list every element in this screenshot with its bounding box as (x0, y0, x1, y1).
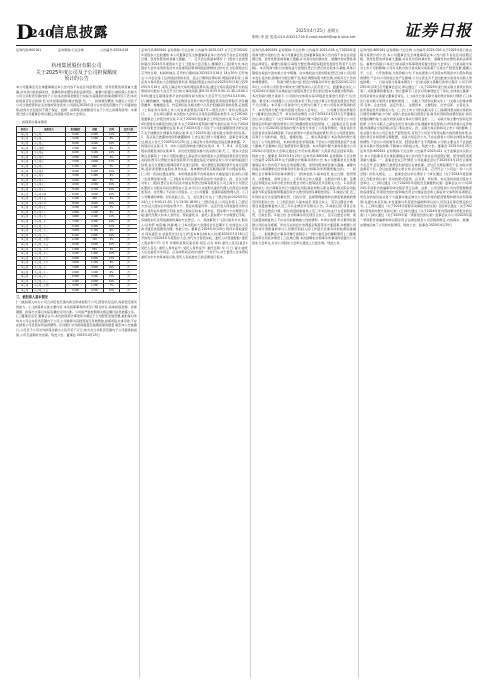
table-cell: 600 (86, 164, 104, 169)
page-number: 240 (30, 27, 53, 40)
table-cell: 900 (86, 146, 104, 151)
table-cell: 子公司三 (33, 141, 66, 146)
table-cell: 本公司 (17, 270, 33, 275)
table-cell: 否 (120, 261, 138, 266)
table-cell: 16% (104, 219, 120, 224)
table-cell: 本公司 (17, 169, 33, 174)
table-cell: 本公司 (17, 229, 33, 234)
table-cell: 2,700 (86, 187, 104, 192)
announcement-body: (一)被担保人均为公司合并报表范围内的全资或控股子公司,经营状况良好,具备偿还债务的能力。(二)担保协议的主要内容 本次担保事项尚未签订相关协议,具体担保金额、担保期限、担保方式等以实际签署的合同为准。公司将严格按照相关规定履行信息披露义务。(三)董事会意见 董事会认为,本次担保预计事项是为满足子公司经营发展需要,被担保对象均为公司合并报表范围内子公司,公司能够对其经营进行有效管控,担保风险总体可控,不存在损害公司及股东利益的情形。(四)累计对外担保数量及逾期担保的数量 截至本公告披露日,公司及子公司对外担保总额为人民币若干万元,均为对合并报表范围内子公司提供的担保,公司无逾期对外担保。特此公告。董事会 2025年4月25日 (16, 300, 137, 337)
table-cell: 10% (104, 183, 120, 188)
table-cell: 本公司 (17, 201, 33, 206)
table-cell: 否 (120, 201, 138, 206)
table-cell: 6,800 (66, 275, 86, 280)
table-cell: 子公司二十 (33, 219, 66, 224)
table-cell: 800 (86, 178, 104, 183)
table-cell: 1,000 (66, 196, 86, 201)
table-cell: 1,800 (86, 155, 104, 160)
announcement-heading (16, 63, 137, 82)
table-cell: 否 (120, 151, 138, 156)
table-cell: 17% (104, 160, 120, 165)
table-cell: 否 (120, 160, 138, 165)
table-cell: 本公司 (17, 160, 33, 165)
table-cell: 10% (104, 279, 120, 284)
table-cell: 否 (120, 137, 138, 142)
table-cell: 7,500 (66, 160, 86, 165)
table-header-cell: 担保额度 (66, 126, 86, 132)
newspaper-logo: 证券日报 (403, 21, 472, 40)
column-divider (250, 48, 251, 678)
table-cell: 3,100 (86, 151, 104, 156)
table-cell: 本公司 (17, 275, 33, 280)
table-cell: 1,800 (66, 247, 86, 252)
table-cell: 否 (120, 132, 138, 137)
column-4 (360, 48, 472, 678)
table-cell: 2,500 (86, 288, 104, 293)
table-cell: 4,800 (66, 215, 86, 220)
table-cell: 否 (120, 174, 138, 179)
table-cell: 13% (104, 256, 120, 261)
table-cell: 2,200 (66, 238, 86, 243)
table-cell: 12% (104, 132, 120, 137)
table-cell: 本公司 (17, 265, 33, 270)
table-cell: 2,300 (86, 183, 104, 188)
table-cell: 2,000 (86, 132, 104, 137)
table-cell: 子公司十八 (33, 210, 66, 215)
table-cell: 8,000 (66, 141, 86, 146)
table-cell: 子公司十七 (33, 206, 66, 211)
table-cell: 2,600 (66, 270, 86, 275)
table-cell: 本公司 (17, 224, 33, 229)
table-cell: 子公司十二 (33, 183, 66, 188)
table-cell: 本公司 (17, 247, 33, 252)
table-cell: 12% (104, 224, 120, 229)
table-cell: 5% (104, 178, 120, 183)
column-2-text: 证券代码:600161 证券简称:天坛生物 公告编号:2025-017 关于召开2024年年度股东大会的通知 本公司董事会及全体董事保证本公告内容不存在任何虚假记载、误导性陈述或者重大遗漏。一、召开会议的基本情况 (一)股东大会类型和届次:2024年年度股东大会 (二)股东大会召集人:董事会 (三)投票方式:本次股东大会所采用的表决方式是现场投票和网络投票相结合的方式 (四)现场会议召开的日期、时间和地点 召开的日期时间:2025年5月16日 14点30分 召开地点:公司会议室 (五)网络投票的系统、起止日期和投票时间 网络投票系统:上海证券交易所股东大会网络投票系统 网络投票起止时间:自2025年5月16日至2025年5月16日 采用上海证券交易所网络投票系统,通过交易系统投票平台的投票时间为股东大会召开当日的交易时间段,即9:15-9:25,9:30-11:30,13:00-15:00;通过互联网投票平台的投票时间为股东大会召开当日的9:15-15:00。(六)融资融券、转融通、约定购回业务账户和沪股通投资者的投票程序 涉及融资融券、转融通业务、约定购回业务相关账户以及沪股通投资者的投票,应按照《上海证券交易所上市公司自律监管指引第1号—规范运作》等有关规定执行。二、会议审议事项 本次股东大会审议议案及投票股东类型:1.关于2024年度董事会工作报告的议案 2.关于2024年度监事会工作报告的议案 3.关于2024年度财务决算报告的议案 4.关于2024年度利润分配方案的议案 5.关于2024年年度报告及摘要的议案 6.关于2025年度公司及子公司担保额度预计的议案 7.关于续聘会计师事务所的议案 8.关于2025年度日常关联交易预计的议案。1、各议案已披露的时间和披露媒体 上述议案已经公司董事会、监事会审议通过,相关公告已于2025年4月25日在上海证券交易所网站及指定媒体披露。2、特别决议议案:无 3、对中小投资者单独计票的议案:4、6、7、8 4、涉及关联股东回避表决的议案:8 5、涉及优先股股东参与表决的议案:无 三、股东大会投票注意事项 (一)本公司股东通过上海证券交易所股东大会网络投票系统行使表决权的,既可以登陆交易系统投票平台(通过指定交易的证券公司交易终端)进行投票,也可以登陆互联网投票平台进行投票。首次登陆互联网投票平台进行投票的,投资者需要完成股东身份认证。具体操作请见互联网投票平台网站说明。(二)同一表决权通过现场、本所网络投票平台或其他方式重复进行表决的,以第一次投票结果为准。(三)股东对所有议案均表决完毕才能提交。四、会议出席对象 (一)股权登记日收市后在中国证券登记结算有限责任公司上海分公司登记在册的公司股东有权出席股东大会,并可以以书面形式委托代理人出席会议和参加表决。该代理人不必是公司股东。(二)公司董事、监事和高级管理人员。(三)公司聘请的律师。(四)其他人员。五、会议登记方法 (一)登记时间:2025年5月14日上午9:00-11:30,下午13:30-16:00 (二)登记地点:公司证券部 (三)登记方式:法人股东应持股东账户卡、营业执照复印件、法定代表人授权委托书和出席人身份证办理登记手续;自然人股东应持本人身份证、股东账户卡办理登记手续;委托代理人持本人身份证、授权委托书、委托人股东账户卡办理登记手续。异地股东可采用信函或传真的方式登记。六、其他事项 (一)会议联系方式 联系人:证券部 电话:略 传真:略 (二)本次股东大会现场会议会期半天,出席会议人员的交通及食宿费用自理。特此公告。董事会 2025年4月25日 附件1:授权委托书 授权委托书 兹委托先生(女士)代表本单位(或本人)出席2025年5月16日召开的贵公司2024年年度股东大会,并代为行使表决权。委托人持普通股数: 委托人股东账户号: 序号 非累积投票议案名称 同意 反对 弃权 委托人签名(盖章): 受托人签名: 委托人身份证号: 受托人身份证号: 委托日期: 年 月 日 备注:委托人应在委托书中同意、反对或弃权意向中选择一个并打勾,对于委托人在本授权委托书中未作具体指示的,受托人有权按自己的意愿进行表决。 (141, 48, 248, 259)
table-cell: 21% (104, 169, 120, 174)
table-cell: 3% (104, 164, 120, 169)
table-cell: 1,000 (86, 210, 104, 215)
table-cell: 6,200 (66, 233, 86, 238)
table-cell: 子公司二十四 (33, 238, 66, 243)
table-cell: 本公司 (17, 192, 33, 197)
table-cell: 8% (104, 261, 120, 266)
table-cell: 400 (86, 196, 104, 201)
table-cell: 否 (120, 215, 138, 220)
table-cell: 9,500 (66, 242, 86, 247)
table-cell: 8% (104, 174, 120, 179)
table-cell: 否 (120, 229, 138, 234)
table-cell: 本公司 (17, 206, 33, 211)
table-cell: 4,500 (66, 183, 86, 188)
table-cell: 4,200 (66, 252, 86, 257)
table-cell: 3,900 (86, 265, 104, 270)
table-cell: 3,800 (66, 229, 86, 234)
column-4-text: 证券代码:600161 证券简称:天坛生物 公告编号:2025-020 关于2025年度日常关联交易预计的公告 本公司董事会及全体董事保证本公告内容不存在任何虚假记载、误导性陈述或者重大遗漏,并对其内容的真实性、准确性和完整性承担法律责任。重要内容提示:本次日常关联交易事项尚需提交股东大会审议。日常关联交易对上市公司的影响:公司与关联方的日常关联交易是基于正常生产经营需要,遵循公平、公正、公开的原则,交易价格公允,不存在损害公司及股东特别是中小股东利益的情形,不会对公司的独立性产生影响,公司主营业务不会因此类交易而对关联人形成依赖。一、日常关联交易基本情况 (一)日常关联交易履行的审议程序 公司于2025年4月23日召开董事会会议,审议通过了《关于2025年度日常关联交易预计的议案》,关联董事回避表决。独立董事专门会议对该事项进行了审议,全体独立董事一致同意将该议案提交董事会审议。(二)前次日常关联交易的预计和执行情况 (三)本次日常关联交易预计金额和类别 二、关联人介绍和关联关系 (一)关联人的基本情况 名称、企业性质、法定代表人、注册资本、主要股东、历史沿革、主营业务、住所等信息详见相关公告。(二)与上市公司的关联关系 (三)前期同类关联交易的执行情况和履约能力分析 关联人依法存续且经营正常,财务状况和资信情况良好,具有较强的履约能力,前次同类关联交易执行情况良好。三、关联交易主要内容和定价政策 公司与关联人之间发生的日常关联交易,遵循市场化原则,以市场价格为定价依据,协商确定交易价格,并签订相关协议。四、关联交易目的和对上市公司的影响 上述关联交易为公司正常生产经营所需,有利于公司充分利用关联方的资源和优势,实现优势互补和资源合理配置。关联交易定价公允,不存在损害公司和全体股东利益的情形,不会对公司的财务状况、经营成果产生不利影响,公司的主要业务不会因此而对关联方形成依赖,不影响公司的独立性。特此公告。董事会 2025年4月25日 证券代码:600161 证券简称:天坛生物 公告编号:2025-021 关于监事会决议的公告 本公司监事会及全体监事保证本公告内容不存在任何虚假记载、误导性陈述或者重大遗漏。一、监事会会议召开情况 公司监事会会议于2025年4月23日以现场方式召开,会议通知已按规定时间送达全体监事。会议应出席监事若干名,实际出席监事若干名。会议由监事会主席主持,会议的召集、召开符合《公司法》和《公司章程》的有关规定。二、监事会会议审议情况 (一)审议通过《关于2024年度监事会工作报告的议案》表决结果:同意票、反对票、弃权票。本议案尚需提交股东大会审议。(二)审议通过《关于2024年年度报告及摘要的议案》监事会认为:公司2024年年度报告的编制和审议程序符合法律、法规、公司章程和公司内部管理制度的各项规定;年度报告的内容和格式符合中国证监会和上海证券交易所的各项规定,所包含的信息能从各个方面真实地反映出公司当年度的经营管理和财务状况等事项;在提出本意见前,未发现参与年度报告编制和审议的人员有违反保密规定的行为。(三)审议通过《关于2024年度财务决算报告的议案》(四)审议通过《关于2024年度利润分配方案的议案》(五)审议通过《关于2024年度内部控制评价报告的议案》(六)审议通过《关于2025年第一季度报告的议案》监事会认为:公司2025年第一季度报告的编制和审议程序符合法律法规及公司章程的规定,内容真实、准确、完整地反映了公司的实际情况。特此公告。监事会 2025年4月25日 (360, 48, 472, 227)
table-header-cell: 被担保方 (33, 126, 66, 132)
table-header-cell: 担保方 (17, 126, 33, 132)
table-cell: 2,000 (66, 178, 86, 183)
masthead-rule (16, 45, 472, 46)
table-cell: 2,000 (86, 279, 104, 284)
table-cell: 4% (104, 247, 120, 252)
table-cell: 8,500 (66, 201, 86, 206)
table-cell: 14% (104, 151, 120, 156)
table-cell: 子公司三十三 (33, 279, 66, 284)
table-cell: 子公司二十七 (33, 252, 66, 257)
table-cell: 11% (104, 215, 120, 220)
stock-code: 证券代码:600161 (16, 48, 42, 52)
announcement-title-line2: 预计的公告 (64, 75, 89, 82)
table-cell: 否 (120, 252, 138, 257)
announcement-intro: 本公司董事会及全体董事保证本公告内容不存在任何虚假记载、误导性陈述或者重大遗漏,并对其内容的真实性、准确性和完整性承担法律责任。重要内容提示:被担保人名称为公司合并报表范围内的子公司;本次担保金额及已实际为其提供的担保余额详见下表;本次担保是否有反担保:否;对外担保逾期的累计数量:无。一、担保情况概述 为满足公司及子公司日常经营和业务发展的资金需求,公司拟在2025年度为合并报表范围内子公司提供担保,担保方式包括但不限于保证、抵押、质押等,担保额度可在子公司之间调剂使用。本事项已经公司董事会审议通过,尚需提交股东大会审议。 (16, 84, 137, 117)
table-cell: 3,500 (66, 174, 86, 179)
table-cell: 15% (104, 275, 120, 280)
table-cell: 子公司一 (33, 132, 66, 137)
table-cell: 2% (104, 196, 120, 201)
table-cell: 3,000 (66, 137, 86, 142)
table-cell: 本公司 (17, 132, 33, 137)
table-cell: 本公司 (17, 210, 33, 215)
table-cell: 子公司二十九 (33, 261, 66, 266)
table-cell: 子公司三十 (33, 265, 66, 270)
column-3 (252, 48, 356, 678)
table-cell: 否 (120, 146, 138, 151)
table-cell: 2,400 (86, 224, 104, 229)
table-cell: 18% (104, 265, 120, 270)
table-cell: 子公司二十三 (33, 233, 66, 238)
table-cell: 7% (104, 206, 120, 211)
column-1 (16, 48, 137, 678)
table-cell: 否 (120, 256, 138, 261)
table-cell: 本公司 (17, 238, 33, 243)
table-cell: 本公司 (17, 178, 33, 183)
table-row (17, 288, 138, 293)
announcement-title-line1: 关于2025年度公司及子公司担保额度 (36, 69, 117, 76)
table-cell: 1,700 (86, 229, 104, 234)
table-cell: 6,000 (66, 151, 86, 156)
table-cell: 子公司九 (33, 169, 66, 174)
table-cell: 7% (104, 284, 120, 289)
table-cell: 22% (104, 242, 120, 247)
table-cell: 5% (104, 238, 120, 243)
table-cell: 否 (120, 270, 138, 275)
table-cell: 否 (120, 206, 138, 211)
table-cell: 子公司六 (33, 155, 66, 160)
table-cell: 4,600 (86, 201, 104, 206)
table-cell: 2,600 (86, 256, 104, 261)
table-cell: 1,200 (86, 284, 104, 289)
company-name: 杭州集团股份有限公司 (51, 63, 102, 69)
table-cell: 子公司四 (33, 146, 66, 151)
table-cell: 1,000 (86, 270, 104, 275)
table-cell: 本公司 (17, 279, 33, 284)
table-cell: 20% (104, 201, 120, 206)
table-cell: 子公司二 (33, 137, 66, 142)
table-cell: 否 (120, 247, 138, 252)
table-cell: 本公司 (17, 151, 33, 156)
table-cell: 本公司 (17, 183, 33, 188)
table-cell: 子公司三十四 (33, 284, 66, 289)
page-letter: D (16, 20, 34, 44)
table-cell: 否 (120, 238, 138, 243)
table-cell: 否 (120, 187, 138, 192)
table-cell: 3,000 (66, 284, 86, 289)
table-cell: 子公司二十一 (33, 224, 66, 229)
table-cell: 7,800 (66, 265, 86, 270)
table-cell: 3,200 (66, 206, 86, 211)
table-cell: 否 (120, 141, 138, 146)
table-cell: 3,200 (86, 275, 104, 280)
table-cell: 否 (120, 183, 138, 188)
column-3-text: 证券代码:600161 证券简称:天坛生物 公告编号:2025-018 关于2024年度利润分配方案的公告 本公司董事会及全体董事保证本公告内容不存在任何虚假记载、误导性陈述或者重大遗漏,并对其内容的真实性、准确性和完整性承担法律责任。重要内容提示:每股分配比例:A股每股派发现金红利若干元(含税)。本次利润分配以实施权益分派股权登记日登记的总股本为基数,具体日期将在权益分派实施公告中明确。在实施权益分派的股权登记日前公司总股本发生变动的,拟维持分配总额不变,相应调整每股分配比例,并将另行公告具体调整情况。一、利润分配方案内容 经会计师事务所审计,截至2024年12月31日,公司母公司报表中期末未分配利润为人民币若干元。经董事会决议,公司2024年年度拟以实施权益分派股权登记日登记的总股本为基数分配利润。本次利润分配方案如下:公司拟向全体股东每10股派发现金红利若干元(含税)。截至本公告披露日,公司总股本若干股,以此计算合计拟派发现金红利若干元(含税)。本年度公司现金分红比例为归属于上市公司股东净利润的若干。本次利润分配方案尚需提交股东大会审议。二、公司履行的决策程序 (一)董事会会议的召开、审议和表决情况 公司于2025年4月23日召开董事会会议,审议通过了《关于2024年度利润分配方案的议案》,本方案符合公司章程规定的利润分配政策和公司已披露的股东回报规划。(二)监事会意见 监事会认为:公司2024年度利润分配方案充分考虑了公司盈利情况、现金流状态及资金需求等各种因素,不存在损害中小股东利益的情形,符合公司经营现状,有利于公司的持续、稳定、健康发展。三、相关风险提示 本次利润分配方案结合了公司发展阶段、未来的资金需求等因素,不会对公司经营现金流产生重大影响,不会影响公司正常经营和长期发展。本次利润分配方案尚需提交公司2024年年度股东大会审议通过后方可实施,敬请广大投资者注意投资风险。特此公告。董事会 2025年4月25日 证券代码:600161 证券简称:天坛生物 公告编号:2025-019 关于续聘会计师事务所的公告 本公司董事会及全体董事保证本公告内容不存在任何虚假记载、误导性陈述或者重大遗漏。重要内容提示:拟续聘的会计师事务所名称:某会计师事务所(特殊普通合伙)。一、拟聘任会计师事务所的基本情况 (一)机构信息 1.基本信息 成立日期、组织形式、注册地址、首席合伙人、上年度末合伙人数量、注册会计师人数、签署过证券服务业务审计报告的注册会计师人数等信息详见相关公告。2.投资者保护能力 会计师事务所已计提职业风险基金和购买职业保险,相关职业风险基金与职业保险能够覆盖因审计失败导致的民事赔偿责任。3.诚信记录 近三年因执业行为受到刑事处罚、行政处罚、监督管理措施和自律监管措施的情况详见相关公告。(二)项目信息 1.基本信息 项目合伙人、签字注册会计师、项目质量控制复核人近三年从业情况详见相关公告。2.诚信记录 项目合伙人、签字注册会计师、项目质量控制复核人近三年未因执业行为受到刑事处罚、行政处罚。3.独立性 会计师事务所及项目合伙人、签字注册会计师、项目质量控制复核人不存在可能影响独立性的情形。4.审计收费 审计费用系根据公司的业务规模、所处行业和会计处理复杂程度等多方面因素,并根据公司年报审计需配备的审计人员情况和投入的工作量以及事务所的收费标准确定。二、拟续聘会计事务所履行的程序 (一)审计委员会的履职情况 (二)董事会的审议和表决情况 (三)生效日期 本次续聘会计师事务所事项尚需提交公司股东大会审议,并自公司股东大会审议通过之日起生效。特此公告。 (252, 48, 356, 245)
table-cell: 子公司十一 (33, 178, 66, 183)
table-cell: 本公司 (17, 137, 33, 142)
table-cell: 9% (104, 229, 120, 234)
table-header-cell: 是否关联 (120, 126, 138, 132)
table-cell: 否 (120, 284, 138, 289)
table-cell: 否 (120, 178, 138, 183)
table-cell: 500 (86, 247, 104, 252)
table-cell: 1,900 (86, 252, 104, 257)
table-cell: 4,000 (66, 155, 86, 160)
table-cell: 子公司二十六 (33, 247, 66, 252)
table-cell: 9% (104, 155, 120, 160)
column-divider (358, 48, 359, 678)
table-cell: 子公司二十二 (33, 229, 66, 234)
table-cell: 19% (104, 141, 120, 146)
stock-abbr: 证券简称:天坛生物 (58, 48, 84, 52)
masthead (16, 22, 472, 44)
table-cell: 否 (120, 219, 138, 224)
table-cell: 否 (120, 233, 138, 238)
column-divider (139, 48, 140, 678)
table-cell: 6,500 (66, 192, 86, 197)
table-cell: 否 (120, 265, 138, 270)
table-cell: 本公司 (17, 215, 33, 220)
guarantee-table (16, 126, 137, 294)
table-cell: 子公司五 (33, 151, 66, 156)
table-body (17, 132, 138, 293)
table-cell: 子公司十五 (33, 196, 66, 201)
table-cell: 否 (120, 196, 138, 201)
table-header-cell: 余额 (86, 126, 104, 132)
table-cell: 本公司 (17, 174, 33, 179)
table-cell: 本公司 (17, 256, 33, 261)
table-cell: 2,500 (66, 146, 86, 151)
table-cell: 5,800 (66, 256, 86, 261)
table-cell: 本公司 (17, 284, 33, 289)
table-cell: 14% (104, 233, 120, 238)
issue-date: 2025年4月25日 星期五 (296, 28, 340, 33)
table-cell: 否 (120, 242, 138, 247)
table-cell: 否 (120, 275, 138, 280)
table-cell: 否 (120, 288, 138, 293)
section-heading: 三、被担保人基本情况 (16, 295, 48, 300)
table-cell: 3,000 (86, 192, 104, 197)
table-cell: 本公司 (17, 196, 33, 201)
table-cell: 子公司二十五 (33, 242, 66, 247)
table-cell: 本公司 (17, 219, 33, 224)
table-cell: 子公司十 (33, 174, 66, 179)
table-cell: 子公司十三 (33, 187, 66, 192)
table-cell: 子公司八 (33, 164, 66, 169)
table-cell: 本公司 (17, 242, 33, 247)
table-cell: 1,400 (86, 174, 104, 179)
table-cell: 6% (104, 210, 120, 215)
table-cell: 10% (104, 252, 120, 257)
table-cell: 5,200 (86, 169, 104, 174)
table-cell: 5,000 (66, 132, 86, 137)
table-cell: 700 (86, 238, 104, 243)
table-cell: 5,500 (66, 187, 86, 192)
table-cell: 4,200 (86, 141, 104, 146)
table-cell: 1,100 (86, 206, 104, 211)
table-cell: 4,400 (66, 279, 86, 284)
table-cell: 本公司 (17, 288, 33, 293)
table-cell: 本公司 (17, 187, 33, 192)
table-cell: 3,600 (66, 261, 86, 266)
contact-line: 制作:李 波 电话:010-83251716 E-mail:zqrb9@zqrb.sina.net (252, 35, 356, 39)
table-cell: 否 (120, 164, 138, 169)
table-cell: 本公司 (17, 155, 33, 160)
table-cell: 本公司 (17, 233, 33, 238)
table-cell: 2,100 (86, 215, 104, 220)
table-cell: 12% (104, 288, 120, 293)
table-cell: 5,600 (86, 242, 104, 247)
table-cell: 本公司 (17, 252, 33, 257)
table-cell: 子公司十九 (33, 215, 66, 220)
table-cell: 1,300 (86, 261, 104, 266)
table-cell: 本公司 (17, 146, 33, 151)
table-cell: 子公司二十八 (33, 256, 66, 261)
announcement-meta (16, 48, 137, 62)
table-caption: 二、担保预计基本情况 (16, 120, 47, 125)
table-cell: 否 (120, 155, 138, 160)
table-cell: 子公司三十一 (33, 270, 66, 275)
section-title: 信息披露 (50, 25, 108, 41)
table-cell: 15% (104, 192, 120, 197)
table-cell: 1,500 (86, 137, 104, 142)
table-cell: 6% (104, 270, 120, 275)
table-cell: 8% (104, 137, 120, 142)
table-cell: 子公司三十五 (33, 288, 66, 293)
table-cell: 7,000 (66, 219, 86, 224)
table-cell: 6% (104, 146, 120, 151)
table-cell: 3,600 (86, 160, 104, 165)
table-cell: 否 (120, 279, 138, 284)
table-cell: 1,500 (66, 164, 86, 169)
table-cell: 13% (104, 187, 120, 192)
table-cell: 否 (120, 224, 138, 229)
table-cell: 本公司 (17, 261, 33, 266)
notice-number: 公告编号:2025-016 (100, 48, 129, 52)
table-cell: 3,300 (86, 219, 104, 224)
table-cell: 5,200 (66, 224, 86, 229)
column-2 (141, 48, 248, 678)
table-cell: 本公司 (17, 164, 33, 169)
table-cell: 子公司十四 (33, 192, 66, 197)
table-cell: 子公司三十二 (33, 275, 66, 280)
table-cell: 子公司十六 (33, 201, 66, 206)
table-cell: 2,800 (66, 210, 86, 215)
table-cell: 9,000 (66, 169, 86, 174)
table-cell: 本公司 (17, 141, 33, 146)
table-cell: 否 (120, 210, 138, 215)
table-cell: 2,900 (86, 233, 104, 238)
table-cell: 否 (120, 169, 138, 174)
table-header-cell: 比例 (104, 126, 120, 132)
table-cell: 否 (120, 192, 138, 197)
table-cell: 子公司七 (33, 160, 66, 165)
table-cell: 5,000 (66, 288, 86, 293)
